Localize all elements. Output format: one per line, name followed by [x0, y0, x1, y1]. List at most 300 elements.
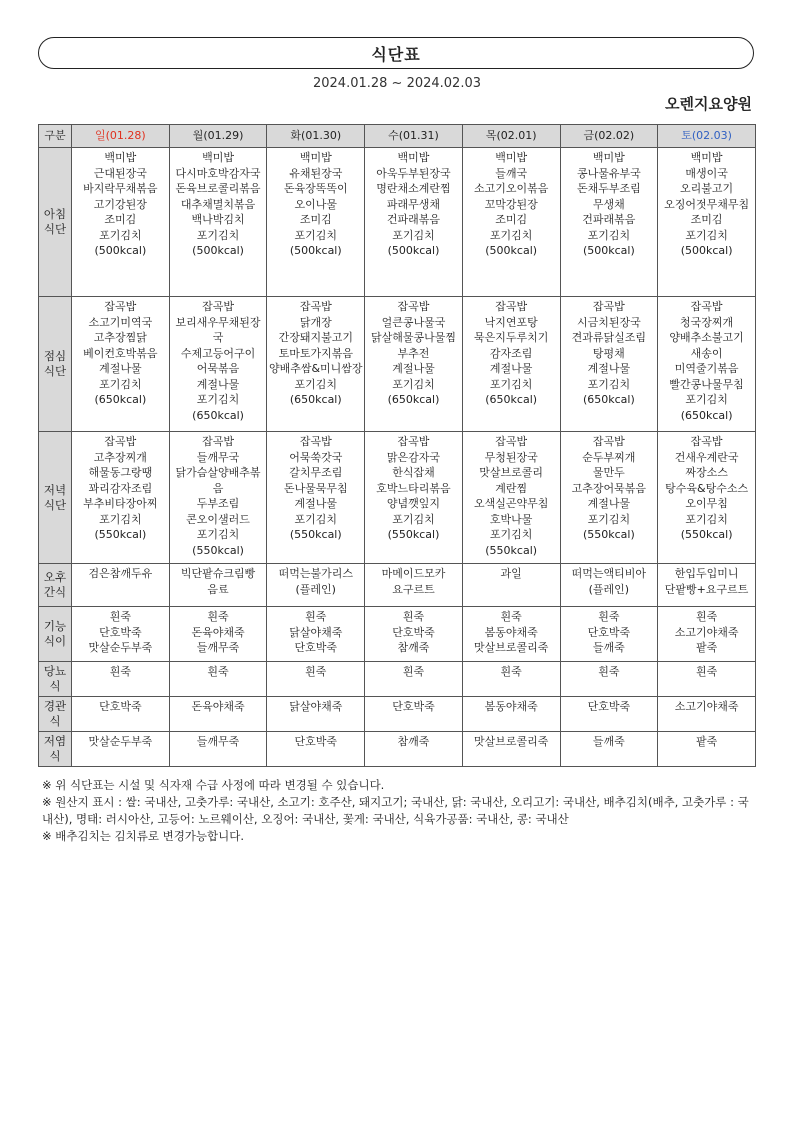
- menu-cell: [560, 607, 658, 662]
- menu-item: 매생이국: [685, 166, 728, 180]
- menu-item: 포기김치: [489, 228, 533, 242]
- menu-cell: [72, 732, 170, 767]
- row-label-line: 식이: [43, 634, 67, 648]
- menu-item: 단호박죽: [587, 700, 631, 713]
- menu-item: 새송이: [690, 346, 723, 360]
- menu-item: 포기김치: [196, 228, 240, 242]
- menu-cell: [267, 732, 365, 767]
- menu-item: (550kcal): [582, 528, 635, 541]
- menu-item: 어묵쑥갓국: [289, 450, 343, 464]
- menu-cell: [462, 662, 560, 697]
- menu-cell: [72, 697, 170, 732]
- note-line: ※ 배추김치는 김치류로 변경가능합니다.: [42, 829, 244, 843]
- row-label-line: 저녁: [43, 482, 67, 497]
- menu-item: 오이무침: [685, 497, 728, 510]
- title-box: [38, 37, 754, 69]
- menu-item: 순두부찌개: [582, 450, 636, 464]
- menu-item: 두부조림: [196, 497, 240, 510]
- menu-item: (550kcal): [485, 543, 538, 557]
- menu-cell: [365, 697, 463, 732]
- menu-item: 포기김치: [99, 512, 142, 526]
- menu-item: 참깨죽: [397, 641, 430, 654]
- menu-item: 얼큰콩나물국: [381, 315, 446, 329]
- menu-cell: [169, 297, 267, 432]
- menu-item: (650kcal): [485, 393, 538, 406]
- menu-cell: [267, 607, 365, 662]
- meal-row-lunch: [39, 297, 756, 432]
- row-label: [39, 662, 72, 697]
- row-label-line: 저염: [43, 734, 67, 748]
- menu-cell: [169, 662, 267, 697]
- menu-item: 한입두입미니: [674, 567, 739, 580]
- menu-item: 팥죽: [695, 641, 718, 654]
- menu-item: 명란채소계란찜: [376, 182, 451, 195]
- menu-cell: [365, 564, 463, 607]
- menu-item: 음료: [207, 582, 229, 596]
- menu-item: 오징어젓무채무침: [664, 197, 750, 211]
- menu-cell: [658, 697, 756, 732]
- menu-item: 흰죽: [305, 610, 327, 623]
- menu-item: 견과류닭실조림: [571, 331, 647, 344]
- menu-item: 닭개장: [299, 315, 332, 329]
- menu-body: [39, 148, 756, 767]
- menu-item: 들깨무국: [196, 450, 240, 464]
- menu-item: 계란찜: [495, 481, 528, 495]
- menu-item: 포기김치: [294, 377, 338, 391]
- menu-item: (550kcal): [387, 528, 440, 541]
- menu-item: 맛살순두부죽: [88, 641, 153, 654]
- menu-cell: [72, 432, 170, 564]
- menu-item: 잡곡밥: [495, 300, 528, 313]
- menu-item: 물만두: [592, 466, 625, 479]
- menu-item: 봄동야채죽: [484, 625, 538, 639]
- menu-cell: [560, 432, 658, 564]
- menu-item: 낙지연포탕: [484, 315, 538, 329]
- menu-item: 단호박죽: [99, 625, 142, 639]
- menu-item: 백미밥: [397, 151, 430, 164]
- menu-cell: [267, 662, 365, 697]
- menu-item: 흰죽: [500, 665, 522, 678]
- menu-item: 근대된장국: [93, 166, 147, 180]
- menu-item: 오색실곤약무침: [473, 497, 549, 510]
- menu-item: 잡곡밥: [104, 435, 137, 448]
- row-label-line: 기능: [43, 619, 67, 633]
- menu-cell: [365, 662, 463, 697]
- menu-item: 무청된장국: [484, 450, 538, 464]
- menu-item: 고추장어묵볶음: [571, 481, 647, 495]
- menu-cell: [72, 607, 170, 662]
- menu-cell: [365, 297, 463, 432]
- menu-cell: [72, 297, 170, 432]
- menu-cell: [658, 148, 756, 297]
- menu-item: 포기김치: [392, 377, 435, 391]
- menu-cell: [72, 662, 170, 697]
- menu-item: 청국장찌개: [680, 315, 734, 329]
- menu-item: 계절나물: [392, 362, 435, 375]
- menu-cell: [560, 564, 658, 607]
- menu-cell: [462, 607, 560, 662]
- menu-cell: [560, 297, 658, 432]
- menu-item: 닭가슴살양배추볶음: [175, 466, 261, 495]
- menu-cell: [462, 432, 560, 564]
- menu-item: 빅단팥슈크림빵: [180, 567, 256, 580]
- menu-item: (500kcal): [289, 244, 342, 257]
- menu-item: 맛살브로콜리죽: [473, 641, 549, 654]
- menu-cell: [658, 432, 756, 564]
- menu-item: 포기김치: [489, 377, 533, 391]
- menu-item: 소고기야채죽: [674, 625, 739, 639]
- menu-item: 수제고등어구이: [180, 346, 256, 360]
- menu-cell: [658, 297, 756, 432]
- menu-item: 부추비타장아찌: [83, 497, 158, 510]
- menu-item: 미역줄기볶음: [674, 362, 739, 375]
- menu-item: 잡곡밥: [202, 435, 234, 448]
- day-header: 토(02.03): [658, 125, 756, 148]
- menu-item: 아욱두부된장국: [376, 166, 451, 180]
- menu-item: 맛살순두부죽: [88, 735, 153, 748]
- menu-item: 양배추소불고기: [669, 331, 744, 344]
- notes: [42, 777, 754, 845]
- menu-item: 잡곡밥: [690, 300, 723, 313]
- menu-item: (650kcal): [94, 393, 147, 406]
- menu-item: 양념깻잎지: [386, 497, 441, 510]
- row-label-line: 식: [49, 679, 61, 693]
- menu-item: 소고기미역국: [88, 315, 153, 329]
- menu-item: 파래무생채: [386, 197, 441, 211]
- menu-item: 흰죽: [207, 665, 229, 678]
- menu-item: 백미밥: [690, 151, 723, 164]
- row-label-line: 식단: [43, 497, 67, 512]
- menu-item: 감자조림: [489, 346, 533, 360]
- menu-item: 보리새우무채된장국: [175, 315, 261, 344]
- menu-cell: [658, 662, 756, 697]
- menu-item: 잡곡밥: [690, 435, 723, 448]
- menu-item: 잡곡밥: [202, 300, 234, 313]
- menu-item: 바지락무채볶음: [83, 182, 158, 195]
- row-label-line: 점심: [43, 349, 67, 363]
- menu-item: 잡곡밥: [495, 435, 528, 448]
- menu-item: 포기김치: [587, 228, 631, 242]
- menu-item: 요구르트: [392, 582, 435, 596]
- menu-item: 백나박김치: [191, 213, 245, 226]
- menu-item: 들깨무죽: [196, 735, 240, 748]
- menu-item: 오리불고기: [680, 182, 734, 195]
- page-title: 식단표: [371, 44, 421, 64]
- meal-row-diab: [39, 662, 756, 697]
- header-label: 구분: [39, 125, 72, 148]
- menu-item: 검은참깨두유: [88, 567, 153, 580]
- menu-item: 포기김치: [99, 228, 142, 242]
- menu-item: 흰죽: [109, 610, 131, 623]
- row-label: [39, 732, 72, 767]
- menu-cell: [462, 148, 560, 297]
- menu-item: 시금치된장국: [576, 315, 641, 329]
- menu-item: 포기김치: [489, 528, 533, 541]
- menu-item: 닭살야채죽: [289, 625, 343, 639]
- menu-cell: [365, 732, 463, 767]
- menu-item: 잡곡밥: [397, 300, 430, 313]
- day-header: 목(02.01): [462, 125, 560, 148]
- day-header: 화(01.30): [267, 125, 365, 148]
- menu-item: 계절나물: [587, 362, 631, 375]
- menu-cell: [462, 697, 560, 732]
- menu-item: 조미김: [299, 213, 332, 226]
- menu-item: 소고기야채죽: [674, 700, 739, 713]
- menu-table: [38, 124, 756, 767]
- menu-item: 빨간콩나물무침: [669, 377, 744, 391]
- menu-item: 돈육브로콜리볶음: [175, 182, 261, 195]
- menu-item: 꼬막강된장: [484, 197, 538, 211]
- menu-item: 맛살브로콜리: [479, 466, 544, 479]
- menu-item: 닭살야채죽: [289, 700, 343, 713]
- menu-item: 흰죽: [695, 665, 718, 678]
- menu-cell: [267, 564, 365, 607]
- row-label-line: 식: [49, 749, 61, 763]
- menu-item: 건새우계란국: [674, 450, 739, 464]
- menu-item: 묵은지두루치기: [473, 331, 549, 344]
- meal-row-breakfast: [39, 148, 756, 297]
- menu-item: 단호박죽: [294, 735, 338, 748]
- menu-item: 포기김치: [685, 228, 728, 242]
- meal-row-dinner: [39, 432, 756, 564]
- menu-item: 백미밥: [104, 151, 137, 164]
- menu-item: 다시마호박감자국: [175, 166, 261, 180]
- menu-item: 흰죽: [598, 665, 620, 678]
- menu-item: 돈채두부조림: [576, 182, 641, 195]
- menu-item: 단팥빵+요구르트: [664, 582, 749, 596]
- day-header: 월(01.29): [169, 125, 267, 148]
- menu-item: 어묵볶음: [196, 362, 240, 375]
- menu-item: 떠먹는불가리스: [278, 567, 353, 580]
- menu-cell: [560, 732, 658, 767]
- menu-item: 흰죽: [402, 610, 425, 623]
- menu-item: 단호박죽: [99, 700, 142, 713]
- facility-name: 오렌지요양원: [665, 95, 752, 113]
- menu-item: (650kcal): [387, 393, 440, 406]
- menu-cell: [267, 297, 365, 432]
- row-label: [39, 607, 72, 662]
- menu-item: 포기김치: [294, 228, 338, 242]
- menu-cell: [658, 732, 756, 767]
- menu-item: 포기김치: [392, 228, 435, 242]
- menu-item: 대추채멸치볶음: [180, 197, 256, 211]
- menu-item: 흰죽: [598, 610, 620, 623]
- menu-item: 돈육장똑똑이: [283, 182, 348, 195]
- menu-cell: [169, 148, 267, 297]
- row-label: [39, 564, 72, 607]
- menu-cell: [169, 564, 267, 607]
- menu-item: 계절나물: [99, 362, 142, 375]
- menu-item: 무생채: [592, 197, 625, 211]
- menu-item: 돈육야채죽: [191, 700, 245, 713]
- menu-item: 들깨죽: [592, 735, 625, 748]
- menu-item: 백미밥: [495, 151, 528, 164]
- row-label-line: 식단: [43, 222, 67, 236]
- menu-cell: [658, 564, 756, 607]
- menu-item: 해물동그랑땡: [88, 466, 153, 479]
- menu-item: 고추장찜닭: [93, 331, 147, 344]
- menu-cell: [462, 297, 560, 432]
- menu-item: (500kcal): [485, 244, 538, 257]
- menu-item: 갈치무조림: [289, 466, 343, 479]
- day-header: 금(02.02): [560, 125, 658, 148]
- menu-item: (500kcal): [680, 244, 733, 257]
- menu-item: (650kcal): [192, 408, 244, 422]
- note-line: ※ 위 식단표는 시설 및 식자재 수급 사정에 따라 변경될 수 있습니다.: [42, 778, 385, 792]
- menu-item: 백미밥: [592, 151, 625, 164]
- menu-item: 과일: [500, 567, 522, 580]
- menu-cell: [169, 607, 267, 662]
- menu-item: 조미김: [690, 213, 723, 226]
- menu-item: 포기김치: [685, 393, 728, 406]
- date-range: 2024.01.28 ~ 2024.02.03: [312, 76, 482, 91]
- menu-item: 흰죽: [207, 610, 229, 623]
- menu-item: 봄동야채죽: [484, 700, 538, 713]
- menu-cell: [658, 607, 756, 662]
- menu-item: 맛살브로콜리죽: [473, 735, 549, 748]
- table-header-row: [39, 125, 756, 148]
- meal-row-snack: [39, 564, 756, 607]
- menu-item: 떠먹는액티비아: [571, 567, 647, 580]
- menu-cell: [365, 607, 463, 662]
- menu-item: (500kcal): [582, 244, 635, 257]
- menu-cell: [365, 148, 463, 297]
- menu-item: (500kcal): [94, 244, 147, 257]
- menu-item: 포기김치: [685, 512, 728, 526]
- menu-item: (550kcal): [680, 528, 733, 541]
- menu-item: 건파래볶음: [386, 213, 441, 226]
- menu-cell: [72, 564, 170, 607]
- row-label-line: 당뇨: [43, 664, 67, 678]
- meal-row-func: [39, 607, 756, 662]
- menu-item: 단호박죽: [587, 625, 631, 639]
- menu-item: 호박느타리볶음: [376, 481, 451, 495]
- menu-item: 계절나물: [294, 497, 338, 510]
- menu-item: 잡곡밥: [104, 300, 137, 313]
- menu-item: (650kcal): [289, 393, 342, 406]
- menu-item: 흰죽: [695, 610, 718, 623]
- menu-item: 탕평채: [592, 346, 625, 360]
- menu-item: 들깨무죽: [196, 641, 240, 654]
- menu-cell: [462, 564, 560, 607]
- row-label: [39, 148, 72, 297]
- menu-item: (500kcal): [192, 244, 244, 257]
- row-label: [39, 697, 72, 732]
- menu-item: 잡곡밥: [299, 300, 332, 313]
- row-label-line: 경관: [43, 699, 67, 713]
- menu-item: 단호박죽: [392, 700, 435, 713]
- menu-item: 베이컨호박볶음: [83, 346, 158, 360]
- menu-item: 단호박죽: [392, 625, 435, 639]
- menu-item: 포기김치: [587, 377, 631, 391]
- menu-item: 닭살해물콩나물찜: [370, 331, 456, 344]
- menu-item: 한식잡채: [392, 466, 435, 479]
- meal-row-gastric: [39, 697, 756, 732]
- menu-item: 포기김치: [294, 512, 338, 526]
- row-label-line: 식단: [43, 364, 67, 378]
- menu-item: (550kcal): [94, 528, 147, 541]
- menu-item: 흰죽: [305, 665, 327, 678]
- menu-cell: [267, 148, 365, 297]
- menu-item: 계절나물: [196, 377, 240, 391]
- menu-item: 단호박죽: [294, 641, 338, 654]
- menu-item: 고기강된장: [93, 197, 147, 211]
- menu-cell: [365, 432, 463, 564]
- menu-item: 돈나물묵무침: [283, 481, 348, 495]
- menu-item: 맑은감자국: [386, 450, 441, 464]
- menu-item: 흰죽: [402, 665, 425, 678]
- menu-item: 고추장찌개: [93, 450, 147, 464]
- meal-row-lowsalt: [39, 732, 756, 767]
- menu-item: 잡곡밥: [592, 300, 625, 313]
- menu-item: (플레인): [588, 582, 630, 596]
- menu-item: (플레인): [295, 582, 336, 596]
- menu-item: 참깨죽: [397, 735, 430, 748]
- menu-item: 마메이드모카: [381, 567, 446, 580]
- menu-cell: [169, 697, 267, 732]
- menu-cell: [72, 148, 170, 297]
- menu-item: 유채된장국: [289, 166, 343, 180]
- menu-item: 들깨죽: [592, 641, 625, 654]
- menu-item: 잡곡밥: [397, 435, 430, 448]
- menu-item: 꽈리감자조림: [88, 481, 153, 495]
- menu-item: 소고기오이볶음: [473, 182, 549, 195]
- menu-cell: [267, 432, 365, 564]
- menu-item: 들깨국: [495, 166, 528, 180]
- menu-item: 계절나물: [587, 497, 631, 510]
- row-label-line: 식: [49, 714, 61, 728]
- menu-item: 잡곡밥: [299, 435, 332, 448]
- menu-item: 탕수육&탕수소스: [665, 481, 749, 495]
- menu-item: 조미김: [104, 213, 137, 226]
- menu-item: 부추전: [397, 346, 430, 360]
- menu-item: 양배추쌈&미니쌈장: [268, 362, 363, 375]
- row-label-line: 오후: [43, 570, 67, 584]
- row-label: [39, 432, 72, 564]
- menu-item: (650kcal): [582, 393, 635, 406]
- menu-item: 포기김치: [196, 528, 240, 541]
- row-label: [39, 297, 72, 432]
- menu-item: (500kcal): [387, 244, 440, 257]
- menu-cell: [560, 662, 658, 697]
- day-header: 수(01.31): [365, 125, 463, 148]
- menu-item: (550kcal): [289, 528, 342, 541]
- menu-item: 포기김치: [196, 393, 240, 406]
- menu-item: (550kcal): [192, 543, 244, 557]
- menu-item: 콘오이샐러드: [186, 512, 250, 526]
- menu-cell: [267, 697, 365, 732]
- menu-item: (650kcal): [680, 408, 733, 422]
- row-label-line: 간식: [43, 585, 67, 599]
- menu-cell: [169, 732, 267, 767]
- menu-item: 포기김치: [587, 512, 631, 526]
- menu-item: 포기김치: [99, 377, 142, 391]
- menu-item: 백미밥: [202, 151, 234, 164]
- menu-cell: [560, 148, 658, 297]
- menu-item: 간장돼지불고기: [278, 331, 353, 344]
- menu-item: 잡곡밥: [592, 435, 625, 448]
- menu-item: 흰죽: [109, 665, 131, 678]
- menu-item: 콩나물유부국: [576, 166, 641, 180]
- menu-item: 돈육야채죽: [191, 625, 245, 639]
- menu-item: 조미김: [495, 213, 528, 226]
- menu-item: 건파래볶음: [582, 213, 636, 226]
- menu-item: 토마토가지볶음: [278, 346, 353, 360]
- menu-item: 오이나물: [294, 197, 338, 211]
- day-header: 일(01.28): [72, 125, 170, 148]
- menu-item: 팥죽: [695, 735, 718, 748]
- menu-item: 호박나물: [489, 512, 533, 526]
